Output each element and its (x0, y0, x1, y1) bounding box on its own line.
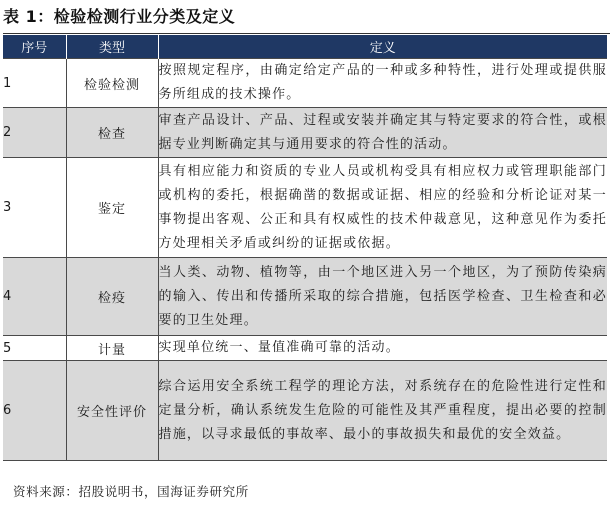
row-definition: 具有相应能力和资质的专业人员或机构受具有相应权力或管理职能部门或机构的委托，根据确凿的数据或证据、相应的经验和分析论证对某一事物提出客观、公正和具有权威性的技术仲裁意见，这种意见作为委托方处理相关矛盾或纠纷的证据或依据。 (158, 158, 607, 258)
row-type: 鉴定 (66, 158, 158, 258)
table-row (3, 258, 607, 336)
table-row (3, 336, 607, 361)
row-number: 6 (3, 361, 66, 461)
table-header-row (3, 35, 607, 59)
table-row (3, 59, 607, 108)
row-type: 安全性评价 (66, 361, 158, 461)
row-definition: 按照规定程序，由确定给定产品的一种或多种特性，进行处理或提供服务所组成的技术操作。 (158, 59, 607, 108)
title-divider (3, 33, 610, 34)
row-definition: 当人类、动物、植物等，由一个地区进入另一个地区，为了预防传染病的输入、传出和传播所采取的综合措施，包括医学检查、卫生检查和必要的卫生处理。 (158, 258, 607, 336)
row-number: 5 (3, 336, 66, 361)
row-type: 检验检测 (66, 59, 158, 108)
row-type: 检查 (66, 108, 158, 158)
row-type: 计量 (66, 336, 158, 361)
table-title: 表 1：检验检测行业分类及定义 (3, 7, 236, 26)
row-number: 2 (3, 108, 66, 158)
row-type: 检疫 (66, 258, 158, 336)
header-type: 类型 (66, 35, 158, 59)
row-number: 1 (3, 59, 66, 108)
source-note: 资料来源：招股说明书，国海证券研究所 (13, 484, 249, 499)
header-serial: 序号 (3, 35, 66, 59)
table-row (3, 361, 607, 461)
row-definition: 审查产品设计、产品、过程或安装并确定其与特定要求的符合性，或根据专业判断确定其与通用要求的符合性的活动。 (158, 108, 607, 158)
row-number: 3 (3, 158, 66, 258)
row-definition: 实现单位统一、量值准确可靠的活动。 (158, 336, 607, 361)
row-definition: 综合运用安全系统工程学的理论方法，对系统存在的危险性进行定性和定量分析，确认系统发生危险的可能性及其严重程度，提出必要的控制措施，以寻求最低的事故率、最小的事故损失和最优的安全效益。 (158, 361, 607, 461)
classification-table (3, 35, 607, 461)
row-number: 4 (3, 258, 66, 336)
header-definition: 定义 (158, 35, 607, 59)
table-row (3, 158, 607, 258)
table-row (3, 108, 607, 158)
